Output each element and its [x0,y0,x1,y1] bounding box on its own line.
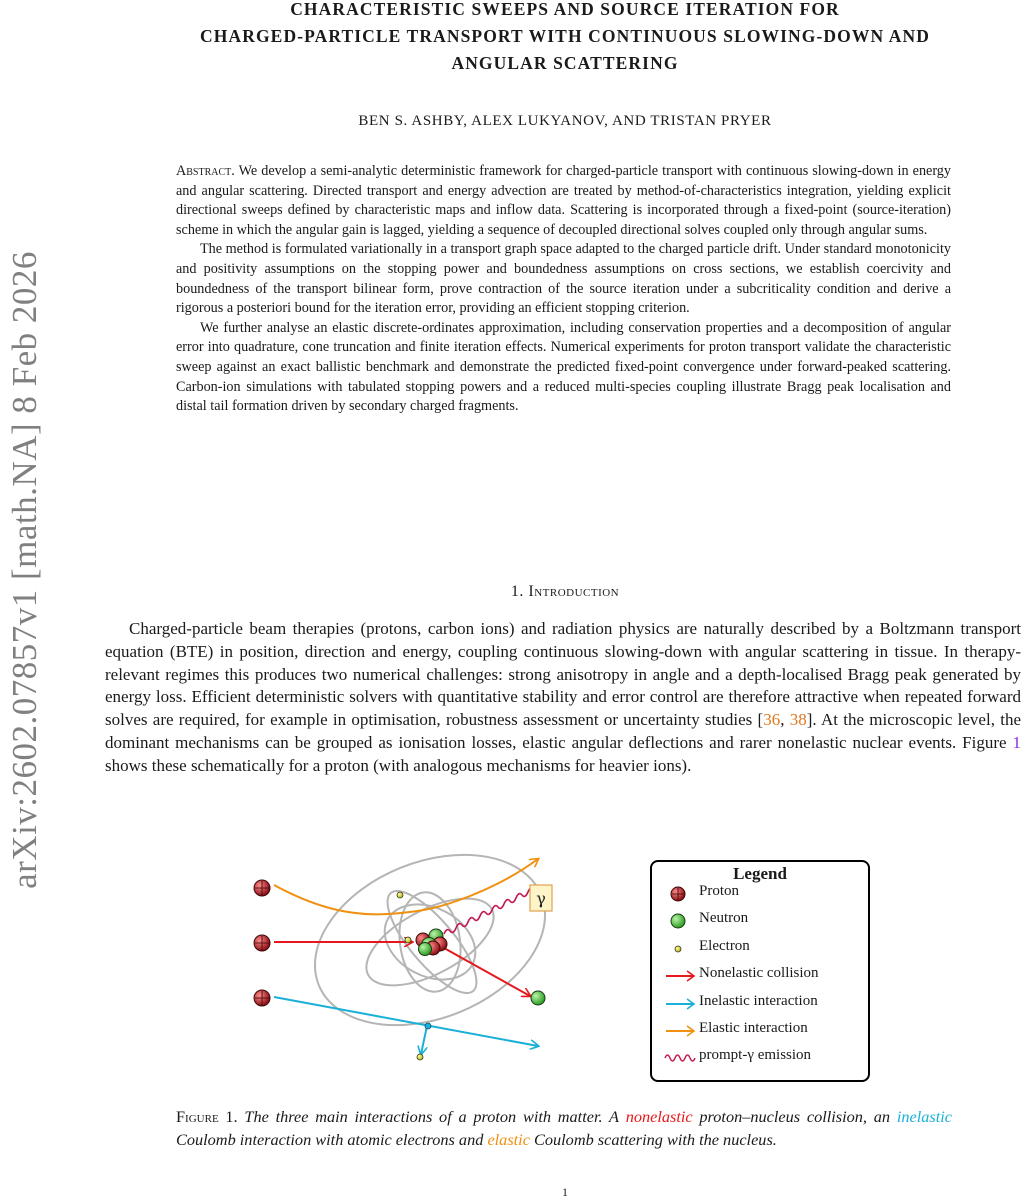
proton-bottom [254,990,270,1006]
orange-arrow-icon [662,1021,698,1041]
intro-paragraph [105,618,1021,778]
citation-separator: , [780,710,790,730]
abstract-paragraph-1 [176,162,951,240]
title-line-1: CHARACTERISTIC SWEEPS AND SOURCE ITERATION FOR [290,0,840,19]
proton-icon [662,884,698,904]
gamma-label: γ [536,889,546,908]
caption-text-1: The three main interactions of a proton with matter. A [244,1107,619,1126]
intro-text-3: shows these schematically for a proton (with analogous mechanisms for heavier ions). [105,755,692,775]
legend-item-neutron [652,909,870,933]
red-arrow-icon [662,966,698,986]
inelastic-incoming-path [274,997,538,1046]
electron-icon [662,939,698,959]
legend-item-electron [652,937,870,961]
electron [405,937,411,943]
caption-text-4: Coulomb scattering with the nucleus. [534,1130,777,1149]
nucleus [416,929,447,956]
electron [397,892,403,898]
citation-link[interactable]: 38 [789,710,807,730]
abstract-text-1: We develop a semi-analytic deterministic framework for charged-particle transport with continuous slowing-down in energy and angular scattering. Directed transport and energy advection are treated by method-of-characteristics integration, yielding explicit directional sweeps defined by characteristic maps and inflow data. Scattering is incorporated through a fixed-point (source-iteration) scheme in which the angular gain is lagged, yielding a sequence of decoupled directional solves coupled only through angular sums. [176,163,951,238]
cyan-arrow-icon [662,994,698,1014]
abstract-label: Abstract. [176,163,235,179]
inelastic-electron-path [421,1026,427,1054]
figure-reference-link[interactable]: 1 [1012,732,1021,752]
wavy-line-icon [662,1048,698,1068]
caption-label: Figure 1. [176,1107,238,1126]
caption-word-elastic: elastic [487,1130,530,1149]
legend-item-inelastic [652,992,870,1016]
abstract [176,162,951,417]
section-number: 1. [510,583,524,600]
arxiv-identifier: arXiv:2602.07857v1 [math.NA] 8 Feb 2026 [5,251,44,889]
citation-link[interactable]: 36 [763,710,781,730]
section-title: Introduction [528,583,620,600]
emitted-neutron [531,991,545,1005]
title-line-3: ANGULAR SCATTERING [451,53,679,73]
legend-label: Proton [699,883,740,899]
caption-text-2: proton–nucleus collision, an [699,1107,891,1126]
proton-top [254,880,270,896]
legend-item-elastic [652,1019,870,1043]
intro-text-2: ]. At the microscopic level, the dominant mechanisms can be grouped as ionisation losses, elastic angular deflections and rarer nonelastic nuclear events. Figure [105,710,1021,752]
author-list: BEN S. ASHBY, ALEX LUKYANOV, AND TRISTAN PRYER [358,113,772,129]
paper-title [105,0,1021,77]
legend-item-proton [652,882,870,906]
electron [417,1054,423,1060]
figure-caption [176,1105,952,1151]
abstract-paragraph-3: We further analyse an elastic discrete-ordinates approximation, including conservation properties and a decomposition of angular error into quadrature, cone truncation and finite iteration effects. Numerical experiments for proton transport validate the characteristic sweep against an exact ballistic benchmark and demonstrate the predicted fixed-point convergence under forward-peaked scattering. Carbon-ion simulations with tabulated stopping powers and a reduced multi-species coupling illustrate Bragg peak localisation and distal tail formation driven by secondary charged fragments. [176,319,951,415]
legend-item-nonelastic [652,964,870,988]
caption-word-inelastic: inelastic [896,1107,952,1126]
legend-label: Elastic interaction [699,1020,808,1036]
legend-label: prompt-γ emission [699,1047,812,1063]
caption-text-3: Coulomb interaction with atomic electrons and [176,1130,484,1149]
legend-label: Nonelastic collision [699,965,819,981]
figure-legend [650,860,870,1082]
intro-text-1: Charged-particle beam therapies (protons, carbon ions) and radiation physics are naturally described by a Boltzmann transport equation (BTE) in position, direction and energy, coupling continuous slowing-down with angular scattering in tissue. In therapy-relevant regimes this produces two numerical challenges: strong anisotropy in angle and a depth-localised Bragg peak generated by energy loss. Efficient deterministic solvers with quantitative stability and error control are therefore attractive when repeated forward solves are required, for example in optimisation, robustness assessment or uncertainty studies [ [105,619,1021,730]
proton-middle [254,935,270,951]
legend-label: Electron [699,938,750,954]
title-line-2: CHARGED-PARTICLE TRANSPORT WITH CONTINUOUS SLOWING-DOWN AND [200,26,930,46]
abstract-paragraph-2: The method is formulated variationally in a transport graph space adapted to the charged particle drift. Under standard monotonicity and positivity assumptions on the stopping power and boundedness assumptions on cross sections, we establish coercivity and boundedness of the transport bilinear form, prove contraction of the source iteration under a subcriticality condition and derive a rigorous a posteriori bound for the iteration error, providing an efficient stopping criterion. [176,241,951,317]
caption-word-nonelastic: nonelastic [625,1107,693,1126]
legend-title: Legend [733,864,787,883]
section-heading [105,583,1021,601]
legend-item-gamma [652,1046,870,1070]
neutron-icon [662,911,698,931]
page-number: 1 [562,1185,568,1199]
legend-label: Inelastic interaction [699,993,818,1009]
legend-label: Neutron [699,910,749,926]
electron [425,1023,431,1029]
